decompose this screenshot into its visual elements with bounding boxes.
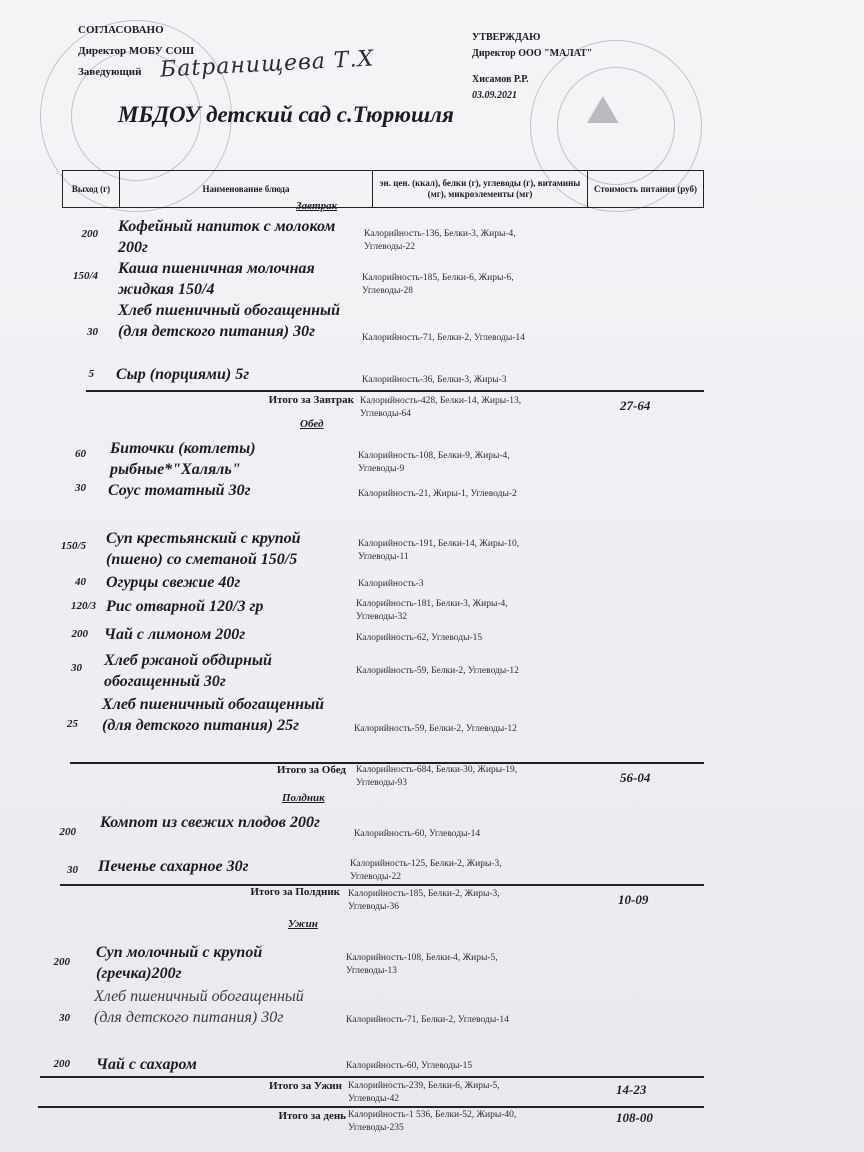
- day-total-price: 108-00: [616, 1110, 653, 1125]
- item-nutrients: Калорийность-181, Белки-3, Жиры-4, Углеводы-32: [356, 599, 508, 622]
- item-nutrients: Калорийность-60, Углеводы-14: [354, 829, 481, 839]
- item-output: 200: [81, 228, 98, 240]
- section-title: Полдник: [282, 792, 325, 804]
- item-nutrients: Калорийность-21, Жиры-1, Углеводы-2: [358, 489, 517, 499]
- section-total-price: 14-23: [616, 1082, 647, 1097]
- day-total-label: Итого за день: [278, 1110, 346, 1122]
- item-output: 30: [59, 1012, 70, 1024]
- item-nutrients: Калорийность-71, Белки-2, Углеводы-14: [362, 333, 525, 343]
- section-total-nutrients: Калорийность-239, Белки-6, Жиры-5, Углеводы-42: [348, 1081, 500, 1104]
- approval-left-line: Заведующий: [78, 66, 142, 78]
- item-nutrients: Калорийность-108, Белки-4, Жиры-5, Углеводы-13: [346, 953, 498, 976]
- approval-right-line: Директор ООО "МАЛАТ": [472, 48, 593, 59]
- item-output: 200: [71, 628, 88, 640]
- column-output: Выход (г): [63, 171, 120, 207]
- item-output: 30: [87, 326, 98, 338]
- item-dish: Чай с лимоном 200г: [104, 626, 246, 643]
- item-output: 150/5: [60, 540, 86, 552]
- section-total-nutrients: Калорийность-185, Белки-2, Жиры-3, Углеводы-36: [348, 889, 500, 912]
- approval-left-line: Директор МОБУ СОШ: [78, 45, 195, 57]
- organization-title: МБДОУ детский сад с.Тюрюшля: [118, 102, 454, 127]
- column-dish: Наименование блюда: [120, 171, 373, 207]
- item-output: 200: [53, 1058, 70, 1070]
- item-dish: Компот из свежих плодов 200г: [100, 814, 320, 831]
- section-total-price: 56-04: [620, 770, 651, 785]
- item-dish: Хлеб пшеничный обогащенный (для детского питания) 30г: [94, 988, 304, 1026]
- item-nutrients: Калорийность-136, Белки-3, Жиры-4, Углеводы-22: [364, 229, 516, 252]
- item-output: 30: [67, 864, 78, 876]
- section-title: Завтрак: [296, 200, 338, 212]
- approval-right: [472, 30, 592, 104]
- item-nutrients: Калорийность-62, Углеводы-15: [356, 633, 483, 643]
- item-output: 30: [71, 662, 82, 674]
- item-dish: Хлеб пшеничный обогащенный (для детского питания) 25г: [102, 696, 325, 734]
- section-total-nutrients: Калорийность-428, Белки-14, Жиры-13, Углеводы-64: [360, 396, 522, 419]
- item-output: 30: [75, 482, 86, 494]
- section-total-rule: [86, 390, 704, 392]
- approval-left-line: СОГЛАСОВАНО: [78, 24, 164, 36]
- column-cost: Стоимость питания (руб): [594, 183, 697, 194]
- item-nutrients: Калорийность-125, Белки-2, Жиры-3, Углеводы-22: [350, 859, 502, 882]
- section-total-rule: [40, 1076, 704, 1078]
- item-nutrients: Калорийность-59, Белки-2, Углеводы-12: [354, 724, 517, 734]
- item-output: 60: [75, 448, 86, 460]
- item-dish: Сыр (порциями) 5г: [116, 366, 250, 383]
- item-output: 200: [59, 826, 76, 838]
- item-dish: Каша пшеничная молочная жидкая 150/4: [118, 260, 315, 298]
- item-nutrients: Калорийность-185, Белки-6, Жиры-6, Углеводы-28: [362, 273, 514, 296]
- approval-right-line: УТВЕРЖДАЮ: [472, 32, 541, 43]
- section-title: Ужин: [288, 918, 318, 930]
- day-total-rule: [38, 1106, 704, 1108]
- item-nutrients: Калорийность-36, Белки-3, Жиры-3: [362, 375, 507, 385]
- day-total-nutrients: Калорийность-1 536, Белки-52, Жиры-40, Углеводы-235: [348, 1110, 517, 1133]
- item-nutrients: Калорийность-59, Белки-2, Углеводы-12: [356, 666, 519, 676]
- item-nutrients: Калорийность-71, Белки-2, Углеводы-14: [346, 1015, 509, 1025]
- section-total-label: Итого за Ужин: [269, 1080, 342, 1092]
- section-total-price: 10-09: [618, 892, 649, 907]
- section-total-price: 27-64: [620, 398, 651, 413]
- item-output: 150/4: [72, 270, 98, 282]
- item-output: 25: [67, 718, 78, 730]
- approval-date: 03.09.2021: [472, 90, 517, 101]
- item-nutrients: Калорийность-60, Углеводы-15: [346, 1061, 473, 1071]
- approval-right-line: Хисамов Р.Р.: [472, 74, 529, 85]
- item-dish: Хлеб ржаной обдирный обогащенный 30г: [104, 652, 272, 690]
- item-output: 120/3: [70, 600, 96, 612]
- item-dish: Печенье сахарное 30г: [98, 858, 249, 875]
- section-total-label: Итого за Полдник: [250, 886, 340, 898]
- section-title: Обед: [300, 418, 324, 430]
- mountain-emblem-icon: ⛰: [586, 87, 620, 132]
- item-nutrients: Калорийность-191, Белки-14, Жиры-10, Углеводы-11: [358, 539, 520, 562]
- item-dish: Суп крестьянский с крупой (пшено) со сметаной 150/5: [106, 530, 301, 568]
- item-dish: Суп молочный с крупой (гречка)200г: [96, 944, 263, 982]
- handwritten-signature: Баtранищева Т.Х: [159, 46, 375, 83]
- column-nutrients: эн. цен. (ккал), белки (г), углеводы (г), витамины (мг), микроэлементы (мг): [373, 171, 588, 207]
- section-total-label: Итого за Завтрак: [268, 394, 354, 406]
- item-dish: Хлеб пшеничный обогащенный (для детского питания) 30г: [118, 302, 341, 340]
- item-dish: Соус томатный 30г: [108, 482, 251, 499]
- table-header: [62, 170, 704, 208]
- item-dish: Огурцы свежие 40г: [106, 574, 241, 591]
- item-output: 5: [88, 368, 94, 380]
- item-output: 200: [53, 956, 70, 968]
- item-dish: Кофейный напиток с молоком 200г: [118, 218, 336, 256]
- item-output: 40: [75, 576, 86, 588]
- section-total-nutrients: Калорийность-684, Белки-30, Жиры-19, Углеводы-93: [356, 765, 518, 788]
- item-dish: Биточки (котлеты) рыбные*"Халяль": [110, 440, 256, 478]
- item-nutrients: Калорийность-108, Белки-9, Жиры-4, Углеводы-9: [358, 451, 510, 474]
- item-dish: Рис отварной 120/3 гр: [106, 598, 264, 615]
- item-dish: Чай с сахаром: [96, 1056, 197, 1073]
- item-nutrients: Калорийность-3: [358, 579, 424, 589]
- section-total-label: Итого за Обед: [276, 764, 346, 776]
